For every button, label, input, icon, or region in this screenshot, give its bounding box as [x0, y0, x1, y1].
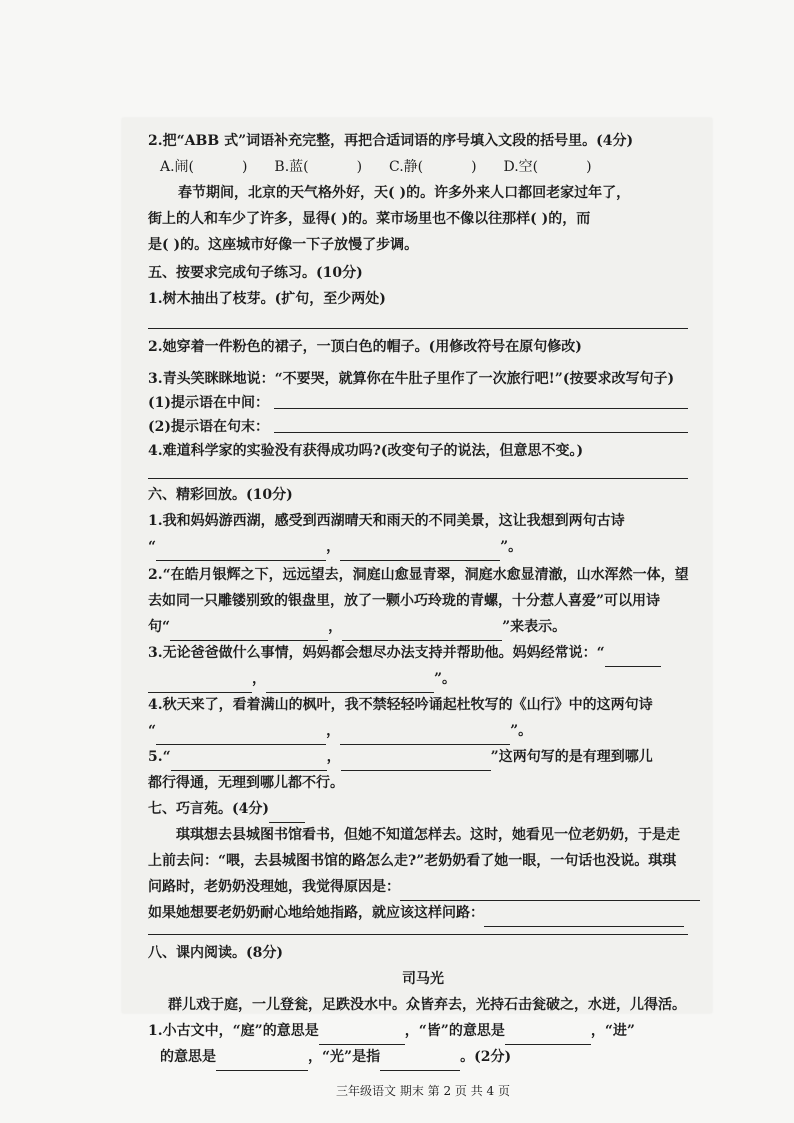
section-8-q1b-text: 的意思是: [160, 1049, 216, 1065]
page-footer: 三年级语文 期末 第 2 页 共 4 页: [336, 1084, 510, 1098]
section-5-q3: 3.青头笑眯眯地说：“不要哭，就算你在牛肚子里作了一次旅行吧!”(按要求改写句子): [148, 371, 675, 387]
section-5-q2: 2.她穿着一件粉色的裙子，一顶白色的帽子。(用修改符号在原句修改): [148, 339, 582, 355]
option-c: C.静(: [388, 159, 424, 175]
quote-open: “: [148, 539, 157, 555]
question-2-paragraph-line-2: 街上的人和车少了许多，显得( )的。菜市场里也不像以往那样( )的，而: [148, 211, 591, 227]
section-7-paragraph-line-1: 琪琪想去县城图书馆看书，但她不知道怎样去。这时，她看见一位老奶奶，于是走: [176, 827, 680, 843]
comma: ，: [326, 723, 341, 739]
section-7-title-text: 七、巧言苑。(4分): [148, 801, 269, 817]
section-7-reason-prompt: 问路时，老奶奶没理她，我觉得原因是：: [148, 879, 400, 895]
answer-line[interactable]: [274, 432, 688, 433]
answer-blank[interactable]: [319, 1018, 405, 1045]
answer-line[interactable]: [148, 328, 688, 329]
section-5-title: 五、按要求完成句子练习。(10分): [148, 265, 363, 281]
answer-line[interactable]: [148, 478, 688, 479]
question-2-title: 2.把“ABB 式”词语补充完整，再把合适词语的序号填入文段的括号里。(4分): [148, 133, 634, 149]
section-8-title: 八、课内阅读。(8分): [148, 945, 283, 961]
section-6-q5-line-1: [148, 744, 653, 771]
answer-blank[interactable]: [156, 534, 326, 561]
answer-blank[interactable]: [484, 900, 684, 927]
answer-blank[interactable]: [505, 1018, 591, 1045]
answer-blank[interactable]: [400, 874, 700, 901]
section-6-q4-line-1: 4.秋天来了，看着满山的枫叶，我不禁轻轻吟诵起杜牧写的《山行》中的这两句诗: [148, 697, 653, 713]
option-c-close: ): [471, 159, 477, 175]
comma: ，: [326, 749, 341, 765]
comma: ，: [326, 539, 341, 555]
section-6-q4-line-2: [148, 718, 532, 745]
section-6-q3-line-1: [148, 640, 661, 667]
option-d: D.空(: [503, 159, 539, 175]
section-6-q2-line-3: [148, 614, 566, 641]
poem-title: 司马光: [402, 971, 444, 987]
option-b-close: ): [356, 159, 363, 175]
comma: ，: [252, 671, 266, 687]
option-b: B.蓝(: [274, 159, 309, 175]
section-6-q3-text: 3.无论爸爸做什么事情，妈妈都会想尽办法支持并帮助他。妈妈经常说：“: [148, 645, 605, 661]
section-7-ask-prompt: 如果她想要老奶奶耐心地给她指路，就应该这样问路：: [148, 905, 484, 921]
section-8-q1-text-end: ，“进”: [590, 1023, 635, 1039]
option-d-close: ): [586, 159, 592, 175]
section-7-paragraph-line-3: [148, 874, 700, 901]
quote-close: ”来表示。: [502, 619, 567, 635]
answer-blank[interactable]: [380, 1044, 460, 1071]
section-8-q1-text-mid: ，“皆”的意思是: [404, 1023, 505, 1039]
section-6-q3-line-2: [148, 666, 456, 693]
score-blank[interactable]: [269, 796, 305, 823]
section-8-q1b-end: 。(2分): [460, 1049, 512, 1065]
answer-blank[interactable]: [171, 744, 327, 771]
quote-close: ”。: [434, 671, 457, 687]
question-2-paragraph-line-3: 是( )的。这座城市好像一下子放慢了步调。: [148, 237, 419, 253]
answer-line[interactable]: [148, 934, 688, 935]
answer-blank[interactable]: [340, 534, 500, 561]
section-5-q1: 1.树木抽出了枝芽。(扩句，至少两处): [148, 291, 386, 307]
comma: ，: [328, 619, 343, 635]
answer-blank[interactable]: [216, 1044, 308, 1071]
option-a: A.闹(: [160, 159, 195, 175]
answer-blank[interactable]: [340, 718, 510, 745]
quote-close: ”。: [510, 723, 533, 739]
section-7-paragraph-line-4: [148, 900, 684, 927]
section-5-q3-1: (1)提示语在中间：: [148, 395, 269, 411]
quote-open: “: [148, 723, 157, 739]
answer-blank[interactable]: [341, 744, 491, 771]
section-6-q1-line-2: [148, 534, 522, 561]
section-8-q1b-mid: ，“光”是指: [308, 1049, 381, 1065]
answer-blank[interactable]: [156, 718, 326, 745]
section-5-q4: 4.难道科学家的实验没有获得成功吗?(改变句子的说法，但意思不变。): [148, 443, 584, 459]
section-7-paragraph-line-2: 上前去问：“喂，去县城图书馆的路怎么走?”老奶奶看了她一眼，一句话也没说。琪琪: [148, 853, 677, 869]
answer-line[interactable]: [274, 408, 688, 409]
quote-open: 5.“: [148, 749, 171, 765]
answer-blank[interactable]: [170, 614, 328, 641]
quote-open: 句“: [148, 619, 171, 635]
section-8-q1-line-1: [148, 1018, 635, 1045]
section-8-q1-line-2: [160, 1044, 511, 1071]
answer-blank[interactable]: [605, 640, 661, 667]
question-2-options: [160, 154, 592, 180]
answer-blank[interactable]: [266, 666, 434, 693]
section-8-q1-text: 1.小古文中，“庭”的意思是: [148, 1023, 319, 1039]
section-6-q2-line-2: 去如同一只雕镂别致的银盘里，放了一颗小巧玲珑的青螺，十分惹人喜爱”可以用诗: [148, 593, 661, 609]
section-6-title: 六、精彩回放。(10分): [148, 487, 293, 503]
section-7-title: [148, 796, 305, 823]
quote-close: ”。: [500, 539, 523, 555]
section-6-q1-line-1: 1.我和妈妈游西湖，感受到西湖晴天和雨天的不同美景，这让我想到两句古诗: [148, 513, 625, 529]
quote-close: ”这两句写的是有理到哪儿: [490, 749, 653, 765]
question-2-paragraph-line-1: 春节期间，北京的天气格外好，天( )的。许多外来人口都回老家过年了，: [178, 185, 631, 201]
poem-text: 群儿戏于庭，一儿登瓮，足跌没水中。众皆弃去，光持石击瓮破之，水迸，儿得活。: [168, 997, 686, 1013]
section-6-q2-line-1: 2.“在皓月银辉之下，远远望去，洞庭山愈显青翠，洞庭水愈显清澈，山水浑然一体，望: [148, 567, 689, 583]
answer-blank[interactable]: [342, 614, 502, 641]
section-5-q3-2: (2)提示语在句末：: [148, 419, 269, 435]
option-a-close: ): [242, 159, 248, 175]
answer-blank[interactable]: [148, 666, 252, 693]
section-6-q5-line-2: 都行得通，无理到哪儿都不行。: [148, 775, 344, 791]
